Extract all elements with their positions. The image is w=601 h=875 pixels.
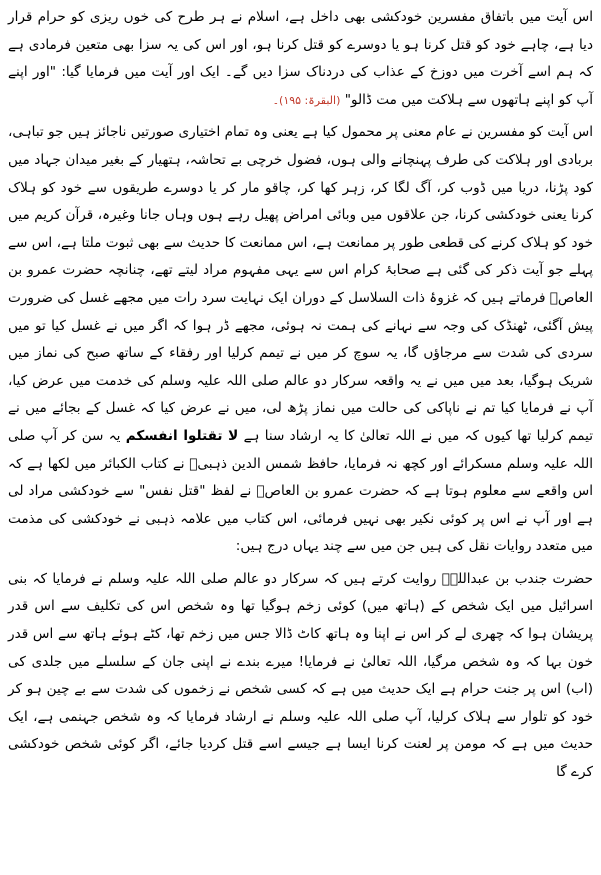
quran-reference: (البقرۃ: ۱۹۵)۔ [272,93,341,107]
paragraph-2 [8,119,593,561]
document-body [8,4,593,787]
paragraph-3 [8,566,593,787]
paragraph-3-text: حضرت جندب بن عبداللہؓ روایت کرتے ہیں کہ سرکار دو عالم صلی اللہ علیہ وسلم نے فرمایا کہ بنی اسرائیل میں ایک شخص کے (ہاتھ میں) کوئی زخم ہوگیا تھا وہ شخص اس کی تکلیف سے اس قدر پریشان ہوا کہ چھری لے کر اس نے اپنا وہ ہاتھ کاٹ ڈالا جس میں زخم تھا، کٹے ہوئے ہاتھ سے اس قدر خون بہا کہ وہ شخص مرگیا، اللہ تعالیٰ نے فرمایا! میرے بندے نے اپنی جان کے سلسلے میں جلدی کی (اب) اس پر جنت حرام ہے ایک حدیث میں ہے کہ کسی شخص نے زخموں کی شدت سے بے چین ہو کر خود کو تلوار سے ہلاک کرلیا، آپ صلی اللہ علیہ وسلم نے ارشاد فرمایا کہ وہ شخص جہنمی ہے، ایک حدیث میں ہے کہ مومن پر لعنت کرنا ایسا ہے جیسے اسے قتل کردیا جائے، اگر کوئی شخص خودکشی کرے گا [8,570,593,781]
quran-quote: لا تقتلوا انفسکم [125,427,239,444]
paragraph-2-text: اس آیت کو مفسرین نے عام معنی پر محمول کیا ہے یعنی وہ تمام اختیاری صورتیں ناجائز ہیں جو تباہی، بربادی اور ہلاکت کی طرف پہنچانے والی ہوں، فضول خرچی بے تحاشہ، ہتھیار کے بغیر میدان جہاد میں کود پڑنا، دریا میں ڈوب کر، آگ لگا کر، زہر کھا کر، چاقو مار کر یا دوسرے طریقوں سے خود کو ہلاک کرنا یعنی خودکشی کرنا، جن علاقوں میں وبائی امراض پھیل رہے ہوں وہاں جانا وغیرہ، قرآن کریم میں خود کو ہلاک کرنے کی قطعی طور پر ممانعت ہے، اس ممانعت کا حدیث سے بھی ثبوت ملتا ہے، اس سے پہلے جو آیت ذکر کی گئی ہے صحابۂ کرام اس سے یہی مفہوم مراد لیتے تھے، چنانچہ حضرت عمرو بن العاصؓ فرماتے ہیں کہ غزوۂ ذات السلاسل کے دوران ایک نہایت سرد رات میں مجھے غسل کی ضرورت پیش آگئی، ٹھنڈک کی وجہ سے نہانے کی ہمت نہ ہوئی، مجھے ڈر ہوا کہ اگر میں نے غسل کیا تو میں سردی کی شدت سے مرجاؤں گا، یہ سوچ کر میں نے تیمم کرلیا اور رفقاء کے ساتھ صبح کی نماز میں شریک ہوگیا، بعد میں میں نے یہ واقعہ سرکار دو عالم صلی اللہ علیہ وسلم کی خدمت میں عرض کیا، آپ نے فرمایا کیا تم نے ناپاکی کی حالت میں نماز پڑھ لی، میں نے عرض کیا کہ غسل کے بجائے میں نے تیمم کرلیا تھا کیوں کہ میں نے اللہ تعالیٰ کا یہ ارشاد سنا ہے [8,124,593,444]
paragraph-1 [8,4,593,114]
paragraph-2-text-continued: یہ سن کر آپ صلی اللہ علیہ وسلم مسکرائے اور کچھ نہ فرمایا، حافظ شمس الدین ذہبیؒ نے کتاب الکبائر میں لکھا ہے کہ اس واقعے سے معلوم ہوتا ہے کہ حضرت عمرو بن العاصؓ نے لفظ "قتل نفس" سے خودکشی مراد لی ہے اور آپ نے اس پر کوئی نکیر بھی نہیں فرمائی، اس کتاب میں علامہ ذہبی نے خودکشی کی مذمت میں متعدد روایات نقل کی ہیں جن میں سے چند یہاں درج ہیں: [8,427,593,555]
paragraph-1-text: اس آیت میں باتفاق مفسرین خودکشی بھی داخل ہے، اسلام نے ہر طرح کی خوں ریزی کو حرام قرار دیا ہے، چاہے خود کو قتل کرنا ہو یا دوسرے کو قتل کرنا ہو، اور اس کی یہ سزا بھی متعین فرمادی ہے کہ ہم اسے آخرت میں دوزخ کے عذاب کی دردناک سزا دیں گے۔ ایک اور آیت میں فرمایا گیا: "اور اپنے آپ کو اپنے ہاتھوں سے ہلاکت میں مت ڈالو" [8,9,593,108]
